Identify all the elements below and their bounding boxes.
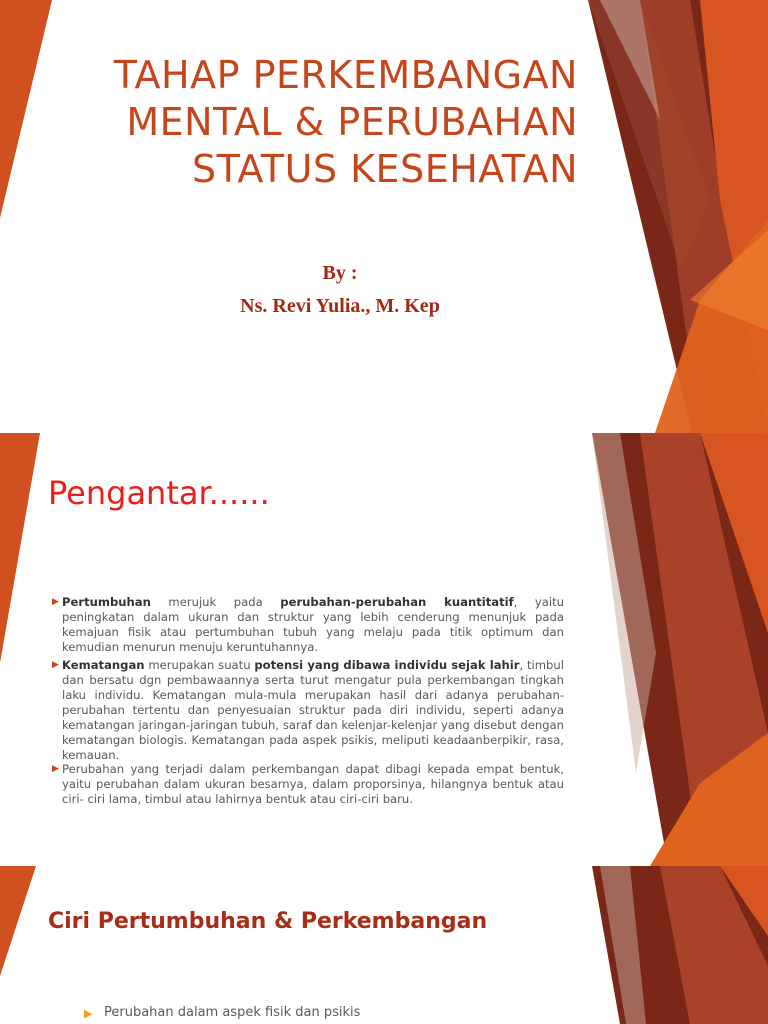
text-span: merupakan suatu bbox=[144, 658, 255, 672]
by-label: By : bbox=[322, 262, 358, 284]
bullet-triangle-icon: ▶ bbox=[52, 597, 59, 607]
bullet-item bbox=[84, 1005, 361, 1020]
section-title: Pengantar...... bbox=[48, 474, 270, 512]
term-kematangan: Kematangan bbox=[62, 658, 145, 672]
title-line-3: STATUS KESEHATAN bbox=[191, 147, 578, 191]
presentation-title bbox=[58, 52, 578, 193]
slide3-decoration bbox=[0, 866, 768, 1024]
section-title: Ciri Pertumbuhan & Perkembangan bbox=[48, 909, 488, 934]
characteristics-slide bbox=[0, 866, 768, 1024]
bullet-triangle-icon: ▶ bbox=[52, 764, 59, 774]
text-span: , timbul dan bersatu dgn pembawaannya serta turut mengatur pula perkembangan tingkah laku individu. Kematangan mula-mula merupakan hasil dari adanya perubahan-perubahan tertentu dan penyesuaian struktur pada diri individu, seperti adanya kematangan jaringan-jaringan tubuh, saraf dan kelenjar-kelenjar yang disebut dengan kematangan biologis. Kematangan pada aspek psikis, meliputi keadaanberpikir, rasa, kemauan. bbox=[62, 658, 564, 762]
bullet-triangle-icon: ▶ bbox=[52, 660, 59, 670]
title-line-2: MENTAL & PERUBAHAN bbox=[126, 100, 578, 144]
bold-span: potensi yang dibawa individu sejak lahir bbox=[254, 658, 520, 672]
text-span: Perubahan yang terjadi dalam perkembangan dapat dibagi kepada empat bentuk, yaitu perubahan dalam ukuran besarnya, dalam proporsinya, hilangnya bentuk atau ciri- ciri lama, timbul atau lahirnya bentuk atau ciri-ciri baru. bbox=[62, 762, 564, 806]
intro-slide bbox=[0, 433, 768, 866]
text-span: merujuk pada bbox=[150, 595, 281, 609]
text-span: , yaitu peningkatan dalam ukuran dan struktur yang lebih cenderung menunjuk pada kemajuan fisik atau pertumbuhan tubuh yang melaju pada titik optimum dan kemudian menurun menuju keruntuhannya. bbox=[62, 595, 564, 654]
bullet-triangle-icon: ▶ bbox=[84, 1007, 93, 1020]
paragraph-kematangan bbox=[52, 658, 564, 763]
paragraph-perubahan bbox=[52, 762, 564, 807]
paragraph-pertumbuhan bbox=[52, 595, 564, 655]
author-name: Ns. Revi Yulia., M. Kep bbox=[240, 295, 440, 317]
bold-span: perubahan-perubahan kuantitatif bbox=[280, 595, 514, 609]
term-pertumbuhan: Pertumbuhan bbox=[62, 595, 151, 609]
title-slide bbox=[0, 0, 768, 433]
bullet-text: Perubahan dalam aspek fisik dan psikis bbox=[104, 1005, 361, 1020]
title-line-1: TAHAP PERKEMBANGAN bbox=[113, 53, 578, 97]
